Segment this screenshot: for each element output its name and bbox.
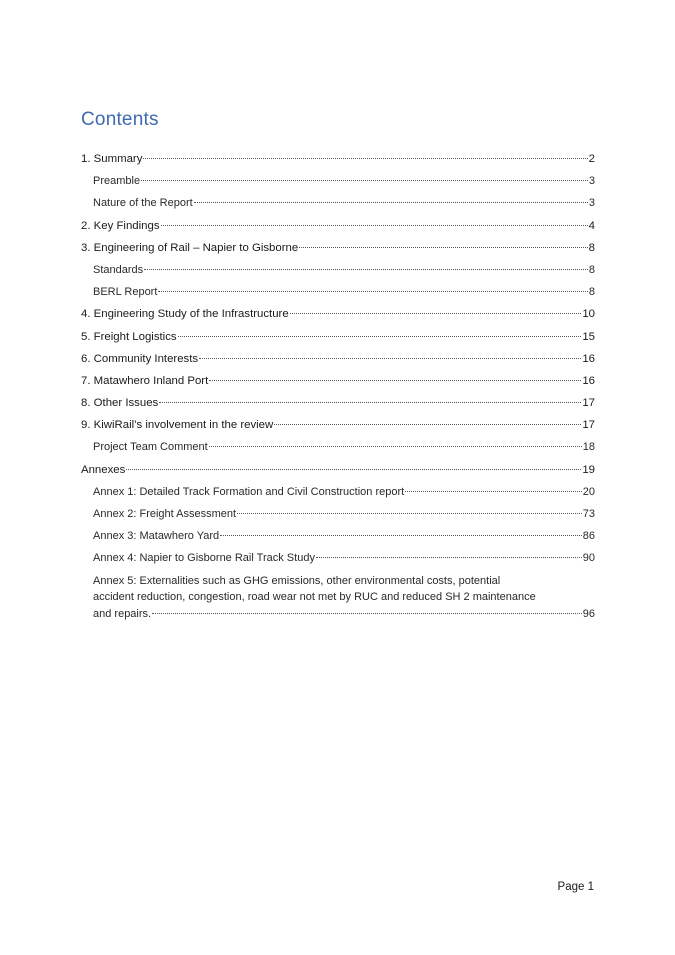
toc-entry-label: Preamble (93, 175, 141, 188)
toc-subentry[interactable] (81, 281, 595, 303)
toc-entry[interactable] (81, 148, 595, 170)
toc-subentry[interactable] (81, 170, 595, 192)
toc-entry[interactable] (81, 414, 595, 436)
toc-entry-label: 6. Community Interests (81, 352, 199, 365)
dot-leader (144, 268, 588, 270)
dot-leader (178, 335, 582, 337)
toc-entry-page: 16 (582, 352, 595, 365)
toc-entry[interactable] (81, 459, 595, 481)
toc-entry-page: 19 (582, 463, 595, 476)
toc-subentry[interactable] (81, 503, 595, 525)
dot-leader (143, 157, 587, 159)
toc-entry-page: 8 (588, 286, 595, 299)
toc-entry-label: 7. Matawhero Inland Port (81, 374, 209, 387)
toc-entry-label: BERL Report (93, 286, 158, 299)
toc-entry-label-line: accident reduction, congestion, road wear not met by RUC and reduced SH 2 maintenance (93, 591, 536, 604)
toc-entry-page: 15 (582, 330, 595, 343)
toc-entry-label: Annex 1: Detailed Track Formation and Civil Construction report (93, 485, 405, 498)
toc-subentry[interactable] (81, 192, 595, 214)
toc-entry-page: 10 (582, 308, 595, 321)
toc-entry-page: 86 (582, 530, 595, 543)
dot-leader (290, 312, 582, 314)
dot-leader (237, 512, 582, 514)
toc-entry-label: Annex 4: Napier to Gisborne Rail Track Study (93, 552, 315, 565)
toc-entry[interactable] (81, 303, 595, 325)
toc-entry[interactable] (81, 237, 595, 259)
toc-entry-page: 90 (582, 552, 595, 565)
toc-entry[interactable] (81, 215, 595, 237)
table-of-contents (81, 148, 595, 622)
toc-entry-label: 2. Key Findings (81, 219, 160, 232)
toc-entry-label: 1. Summary (81, 153, 143, 165)
dot-leader (194, 201, 588, 203)
toc-entry-label-line: and repairs. (93, 607, 152, 620)
dot-leader (299, 246, 587, 248)
toc-entry-page: 96 (582, 607, 595, 620)
toc-entry-label: Annex 3: Matawhero Yard (93, 530, 220, 543)
toc-entry-label: Annex 2: Freight Assessment (93, 508, 237, 520)
toc-entry-label: 3. Engineering of Rail – Napier to Gisborne (81, 241, 299, 254)
dot-leader (158, 290, 587, 292)
dot-leader (159, 401, 581, 403)
toc-entry-label-line: Annex 5: Externalities such as GHG emissions, other environmental costs, potential (93, 574, 501, 587)
toc-entry-page: 20 (582, 485, 595, 498)
dot-leader (152, 612, 582, 614)
toc-entry-page: 2 (588, 153, 595, 165)
toc-entry-page: 8 (588, 241, 595, 254)
toc-entry-label: 5. Freight Logistics (81, 330, 177, 343)
toc-subentry[interactable] (81, 525, 595, 547)
toc-subentry[interactable] (81, 547, 595, 569)
toc-title: Contents (81, 109, 159, 130)
dot-leader (161, 224, 588, 226)
toc-entry-label: 9. KiwiRail’s involvement in the review (81, 419, 274, 432)
toc-entry-page: 17 (582, 397, 595, 410)
toc-entry-page: 73 (582, 508, 595, 520)
toc-entry-page: 8 (588, 263, 595, 276)
toc-entry-label: 8. Other Issues (81, 397, 159, 410)
toc-entry-page: 3 (588, 175, 595, 188)
toc-entry-page: 18 (582, 441, 595, 454)
dot-leader (209, 379, 581, 381)
toc-entry-label: Annexes (81, 463, 126, 476)
dot-leader (405, 490, 582, 492)
dot-leader (316, 556, 582, 558)
dot-leader (274, 423, 581, 425)
toc-entry[interactable] (81, 348, 595, 370)
toc-entry-label: Standards (93, 263, 144, 276)
dot-leader (220, 534, 582, 536)
toc-entry-label: 4. Engineering Study of the Infrastructure (81, 308, 289, 321)
dot-leader (126, 468, 581, 470)
toc-entry[interactable] (81, 326, 595, 348)
dot-leader (199, 357, 581, 359)
toc-entry-page: 17 (582, 419, 595, 432)
toc-entry-label: Project Team Comment (93, 441, 208, 454)
toc-subentry[interactable] (81, 436, 595, 458)
toc-subentry[interactable] (81, 259, 595, 281)
toc-subentry[interactable] (81, 481, 595, 503)
toc-entry-label: Nature of the Report (93, 197, 193, 210)
toc-entry[interactable] (81, 392, 595, 414)
dot-leader (141, 179, 588, 181)
page-number-footer: Page 1 (557, 881, 594, 893)
toc-entry-page: 4 (588, 219, 595, 232)
toc-entry-page: 3 (588, 197, 595, 210)
toc-entry-page: 16 (582, 374, 595, 387)
toc-subentry-annex-5[interactable] (81, 570, 595, 623)
toc-entry[interactable] (81, 370, 595, 392)
dot-leader (209, 445, 582, 447)
